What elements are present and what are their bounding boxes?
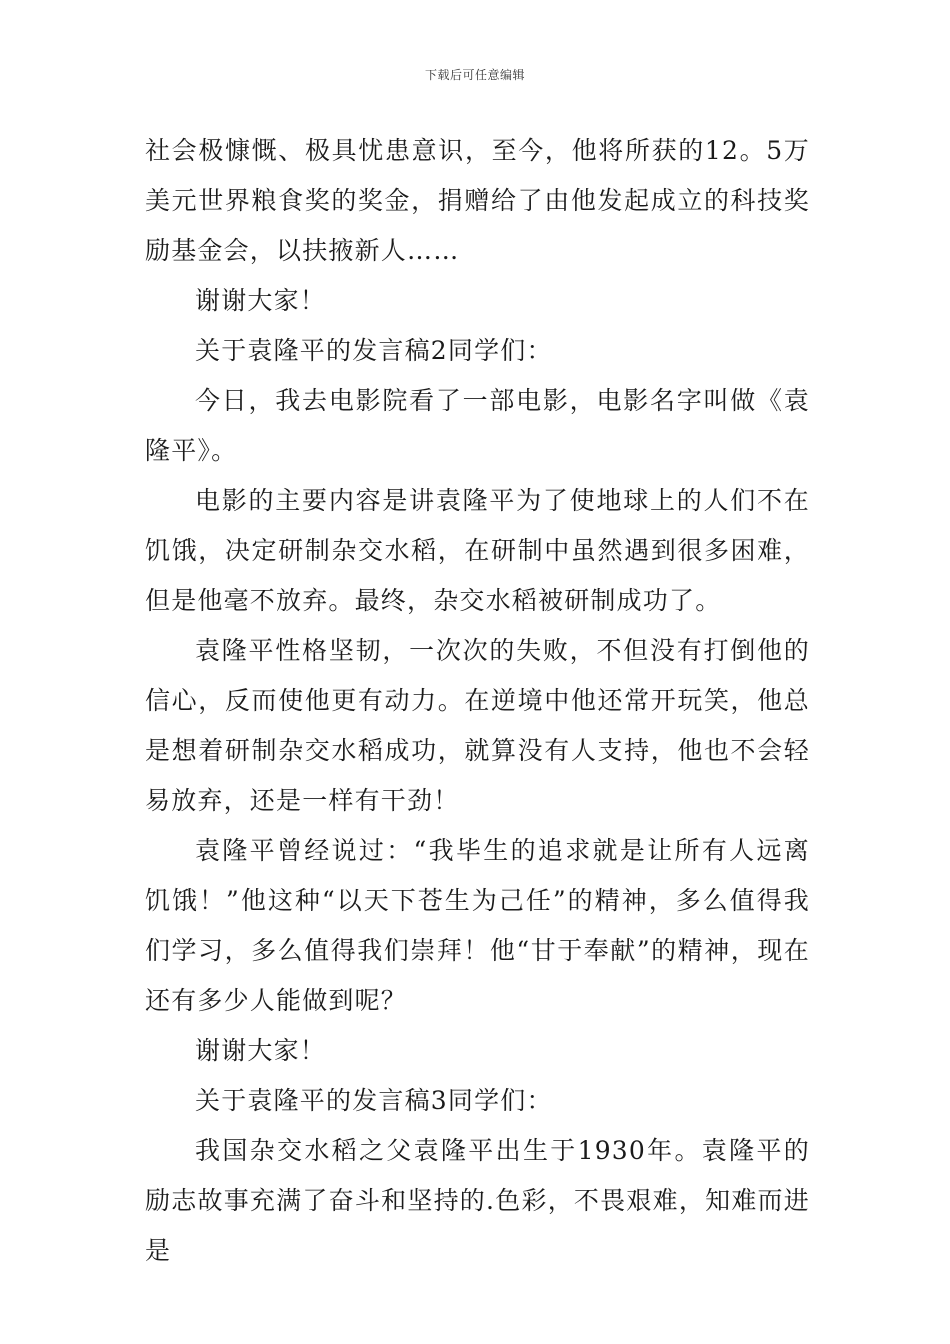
paragraph-thanks-2: 谢谢大家！ [195, 1036, 327, 1065]
paragraph-continuation: 社会极慷慨、极具忧患意识，至今，他将所获的12。5万美元世界粮食奖的奖金，捐赠给了由他发起成立的科技奖励基金会，以扶掖新人…… [145, 136, 810, 265]
paragraph-thanks: 谢谢大家！ [195, 286, 327, 315]
paragraph-biography: 我国杂交水稻之父袁隆平出生于1930年。袁隆平的励志故事充满了奋斗和坚持的.色彩，不畏艰难，知难而进是 [145, 1136, 810, 1265]
paragraph-character: 袁隆平性格坚韧，一次次的失败，不但没有打倒他的信心，反而使他更有动力。在逆境中他还常开玩笑，他总是想着研制杂交水稻成功，就算没有人支持，他也不会轻易放弃，还是一样有干劲！ [145, 636, 810, 815]
paragraph-speech-3-title: 关于袁隆平的发言稿3同学们： [195, 1086, 553, 1115]
document-body [145, 126, 810, 1276]
page-header: 下载后可任意编辑 [424, 68, 525, 82]
paragraph-speech-2-title: 关于袁隆平的发言稿2同学们： [195, 336, 553, 365]
paragraph-quote: 袁隆平曾经说过：“我毕生的追求就是让所有人远离饥饿！”他这种“以天下苍生为己任”的精神，多么值得我们学习，多么值得我们崇拜！他“甘于奉献”的精神，现在还有多少人能做到呢？ [145, 836, 810, 1015]
paragraph-movie-intro: 今日，我去电影院看了一部电影，电影名字叫做《袁隆平》。 [145, 386, 810, 465]
paragraph-movie-content: 电影的主要内容是讲袁隆平为了使地球上的人们不在饥饿，决定研制杂交水稻，在研制中虽然遇到很多困难，但是他毫不放弃。最终，杂交水稻被研制成功了。 [145, 486, 810, 615]
